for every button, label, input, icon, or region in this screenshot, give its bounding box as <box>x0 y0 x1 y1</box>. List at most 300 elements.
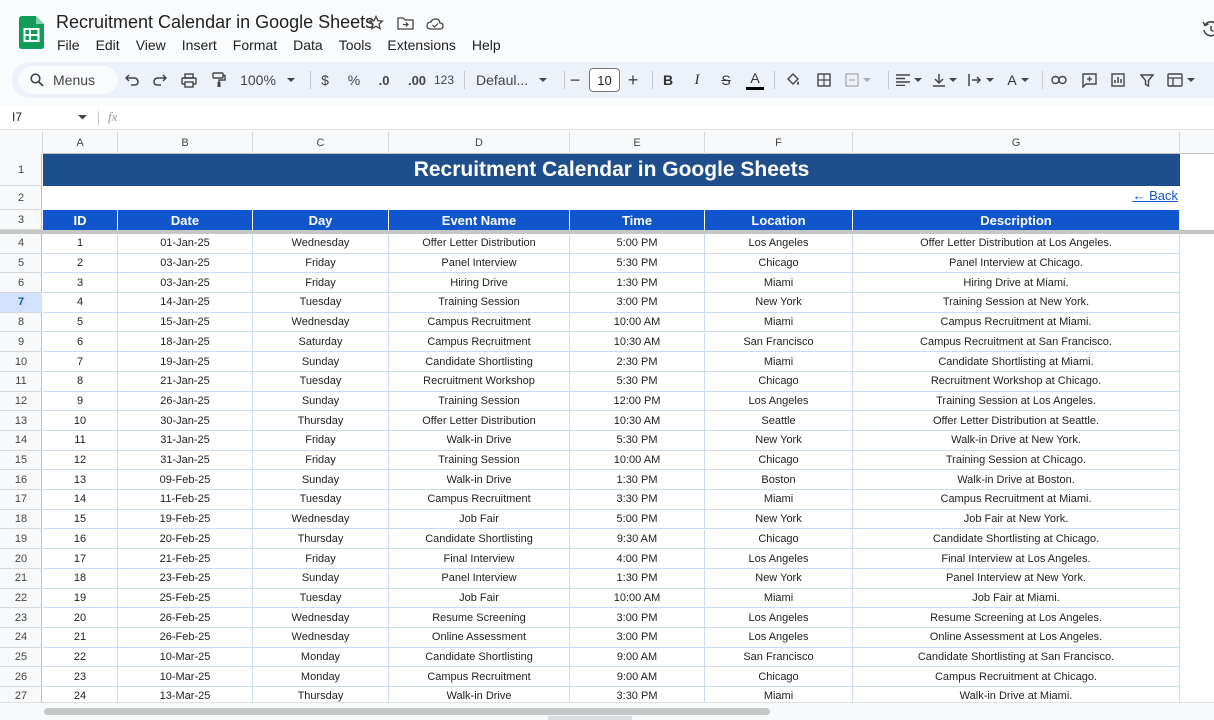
table-row <box>43 451 1180 471</box>
cell-description[interactable]: Campus Recruitment at Miami. <box>853 490 1180 510</box>
cell-day[interactable]: Sunday <box>253 569 389 589</box>
cell-description[interactable]: Job Fair at New York. <box>853 510 1180 530</box>
cell-day[interactable]: Sunday <box>253 392 389 412</box>
column-header-b[interactable]: B <box>118 132 253 154</box>
table-row <box>43 490 1180 510</box>
cell-day[interactable]: Monday <box>253 667 389 687</box>
cell-location[interactable]: Miami <box>705 490 853 510</box>
cell-description[interactable]: Candidate Shortlisting at Chicago. <box>853 530 1180 550</box>
cell-description[interactable]: Campus Recruitment at Chicago. <box>853 667 1180 687</box>
cell-id[interactable]: 9 <box>43 392 118 412</box>
sheets-logo-icon[interactable] <box>19 16 44 49</box>
row-header[interactable]: 23 <box>0 608 42 628</box>
column-header-c[interactable]: C <box>253 132 389 154</box>
table-row <box>43 549 1180 569</box>
cell-description[interactable]: Resume Screening at Los Angeles. <box>853 608 1180 628</box>
cell-event-name[interactable]: Offer Letter Distribution <box>389 411 570 431</box>
search-icon <box>30 73 44 87</box>
cell-day[interactable]: Friday <box>253 451 389 471</box>
cell-date[interactable]: 25-Feb-25 <box>118 589 253 609</box>
cell-date[interactable]: 31-Jan-25 <box>118 431 253 451</box>
currency-format-button[interactable]: $ <box>321 72 329 88</box>
cell-time[interactable]: 5:30 PM <box>570 372 705 392</box>
cell-date[interactable]: 15-Jan-25 <box>118 313 253 333</box>
cell-id[interactable]: 2 <box>43 254 118 274</box>
zoom-value: 100% <box>240 72 276 88</box>
redo-icon[interactable] <box>148 62 172 98</box>
row-header[interactable]: 13 <box>0 411 42 431</box>
cell-day[interactable]: Friday <box>253 549 389 569</box>
sheet-tab-indicator <box>548 716 632 720</box>
cell-location[interactable]: New York <box>705 569 853 589</box>
decrease-font-size-icon[interactable]: − <box>569 69 581 90</box>
horizontal-scrollbar[interactable] <box>0 702 1214 720</box>
cell-time[interactable]: 10:00 AM <box>570 589 705 609</box>
row-header[interactable]: 25 <box>0 648 42 668</box>
cell-time[interactable]: 10:30 AM <box>570 333 705 353</box>
menu-tools[interactable]: Tools <box>338 37 372 53</box>
cell-date[interactable]: 21-Jan-25 <box>118 372 253 392</box>
cell-date[interactable]: 09-Feb-25 <box>118 470 253 490</box>
row-header[interactable]: 19 <box>0 530 42 550</box>
cell-location[interactable]: Chicago <box>705 530 853 550</box>
cell-time[interactable]: 3:00 PM <box>570 293 705 313</box>
row-header[interactable]: 17 <box>0 490 42 510</box>
table-row <box>43 352 1180 372</box>
menu-help[interactable]: Help <box>471 37 501 53</box>
cell-day[interactable]: Wednesday <box>253 510 389 530</box>
cell-day[interactable]: Friday <box>253 273 389 293</box>
strikethrough-icon[interactable]: S <box>721 72 731 88</box>
cell-id[interactable]: 14 <box>43 490 118 510</box>
menu-insert[interactable]: Insert <box>181 37 217 53</box>
cell-date[interactable]: 13-Mar-25 <box>118 687 253 707</box>
row-header[interactable]: 21 <box>0 569 42 589</box>
cell-id[interactable]: 11 <box>43 431 118 451</box>
row-header[interactable]: 2 <box>0 186 42 210</box>
font-family-select[interactable] <box>472 62 552 98</box>
cell-time[interactable]: 3:30 PM <box>570 687 705 707</box>
move-folder-icon[interactable] <box>395 13 415 33</box>
table-header-row <box>43 210 1180 230</box>
font-size-input[interactable]: 10 <box>589 68 620 92</box>
table-row <box>43 392 1180 412</box>
cell-event-name[interactable]: Offer Letter Distribution <box>389 234 570 254</box>
header-date[interactable]: Date <box>118 210 253 230</box>
cell-id[interactable]: 5 <box>43 313 118 333</box>
row-header[interactable]: 16 <box>0 470 42 490</box>
row-header[interactable]: 27 <box>0 687 42 707</box>
cell-event-name[interactable]: Candidate Shortlisting <box>389 648 570 668</box>
cell-location[interactable]: Los Angeles <box>705 392 853 412</box>
row-header[interactable]: 11 <box>0 372 42 392</box>
table-row <box>43 372 1180 392</box>
menu-format[interactable]: Format <box>232 37 278 53</box>
row-header[interactable]: 1 <box>0 154 42 186</box>
cell-date[interactable]: 26-Jan-25 <box>118 392 253 412</box>
cell-day[interactable]: Sunday <box>253 352 389 372</box>
cell-id[interactable]: 13 <box>43 470 118 490</box>
cell-event-name[interactable]: Training Session <box>389 451 570 471</box>
cell-day[interactable]: Wednesday <box>253 608 389 628</box>
cell-event-name[interactable]: Training Session <box>389 293 570 313</box>
cell-id[interactable]: 23 <box>43 667 118 687</box>
cell-date[interactable]: 01-Jan-25 <box>118 234 253 254</box>
cell-date[interactable]: 26-Feb-25 <box>118 628 253 648</box>
cell-day[interactable]: Thursday <box>253 687 389 707</box>
cell-description[interactable]: Campus Recruitment at Miami. <box>853 313 1180 333</box>
row-header[interactable]: 15 <box>0 451 42 471</box>
column-header-d[interactable]: D <box>389 132 570 154</box>
menu-data[interactable]: Data <box>293 37 323 53</box>
search-menus-input[interactable] <box>18 66 118 94</box>
cell-date[interactable]: 03-Jan-25 <box>118 273 253 293</box>
fx-icon: fx <box>108 109 118 124</box>
cell-description[interactable]: Training Session at Los Angeles. <box>853 392 1180 412</box>
back-link[interactable]: ← Back <box>1132 188 1178 203</box>
cell-day[interactable]: Friday <box>253 254 389 274</box>
cell-date[interactable]: 11-Feb-25 <box>118 490 253 510</box>
cell-description[interactable]: Final Interview at Los Angeles. <box>853 549 1180 569</box>
cell-location[interactable]: Chicago <box>705 372 853 392</box>
cell-id[interactable]: 7 <box>43 352 118 372</box>
filter-icon[interactable] <box>1136 62 1158 98</box>
cell-event-name[interactable]: Walk-in Drive <box>389 687 570 707</box>
cell-event-name[interactable]: Campus Recruitment <box>389 667 570 687</box>
insert-link-icon[interactable] <box>1048 62 1070 98</box>
borders-icon[interactable] <box>813 62 835 98</box>
row-header[interactable]: 6 <box>0 273 42 293</box>
cell-day[interactable]: Thursday <box>253 530 389 550</box>
cell-date[interactable]: 21-Feb-25 <box>118 549 253 569</box>
row-headers <box>0 154 42 707</box>
cell-location[interactable]: New York <box>705 510 853 530</box>
cell-id[interactable]: 20 <box>43 608 118 628</box>
cell-event-name[interactable]: Job Fair <box>389 589 570 609</box>
text-rotation-icon[interactable]: A <box>1002 62 1034 98</box>
version-history-icon[interactable] <box>1202 20 1214 38</box>
cell-description[interactable]: Walk-in Drive at New York. <box>853 431 1180 451</box>
cell-day[interactable]: Tuesday <box>253 372 389 392</box>
cell-date[interactable]: 20-Feb-25 <box>118 530 253 550</box>
cell-day[interactable]: Wednesday <box>253 313 389 333</box>
cell-event-name[interactable]: Candidate Shortlisting <box>389 530 570 550</box>
formula-input[interactable] <box>130 108 1210 128</box>
cell-date[interactable]: 31-Jan-25 <box>118 451 253 471</box>
table-row <box>43 234 1180 254</box>
cell-id[interactable]: 18 <box>43 569 118 589</box>
cell-description[interactable]: Training Session at Chicago. <box>853 451 1180 471</box>
increase-decimal-button[interactable] <box>402 62 432 98</box>
cell-date[interactable]: 19-Jan-25 <box>118 352 253 372</box>
percent-format-button[interactable]: % <box>347 72 361 88</box>
text-color-button[interactable] <box>744 62 766 98</box>
horizontal-align-icon[interactable] <box>894 62 924 98</box>
cell-location[interactable]: New York <box>705 293 853 313</box>
select-all-corner[interactable] <box>0 132 43 154</box>
cell-id[interactable]: 17 <box>43 549 118 569</box>
decrease-decimal-button[interactable] <box>372 62 396 98</box>
cell-id[interactable]: 1 <box>43 234 118 254</box>
cell-id[interactable]: 15 <box>43 510 118 530</box>
cell-id[interactable]: 3 <box>43 273 118 293</box>
cell-id[interactable]: 10 <box>43 411 118 431</box>
cell-id[interactable]: 16 <box>43 530 118 550</box>
cell-description[interactable]: Candidate Shortlisting at Miami. <box>853 352 1180 372</box>
cell-location[interactable]: Los Angeles <box>705 608 853 628</box>
cell-day[interactable]: Tuesday <box>253 293 389 313</box>
cell-id[interactable]: 6 <box>43 333 118 353</box>
cell-location[interactable]: Los Angeles <box>705 628 853 648</box>
table-row <box>43 648 1180 668</box>
column-header-g[interactable]: G <box>853 132 1180 154</box>
row-header[interactable]: 26 <box>0 667 42 687</box>
cell-date[interactable]: 03-Jan-25 <box>118 254 253 274</box>
cell-description[interactable]: Candidate Shortlisting at San Francisco. <box>853 648 1180 668</box>
header-time[interactable]: Time <box>570 210 705 230</box>
row-header[interactable]: 5 <box>0 254 42 274</box>
cloud-status-icon[interactable] <box>425 13 445 33</box>
column-header-a[interactable]: A <box>43 132 118 154</box>
cell-time[interactable]: 10:00 AM <box>570 313 705 333</box>
row-header[interactable]: 10 <box>0 352 42 372</box>
cell-time[interactable]: 12:00 PM <box>570 392 705 412</box>
cell-location[interactable]: New York <box>705 431 853 451</box>
table-row <box>43 470 1180 490</box>
header-day[interactable]: Day <box>253 210 389 230</box>
cell-day[interactable]: Saturday <box>253 333 389 353</box>
header-location[interactable]: Location <box>705 210 853 230</box>
cell-location[interactable]: San Francisco <box>705 333 853 353</box>
paint-format-icon[interactable] <box>207 62 231 98</box>
cell-location[interactable]: Chicago <box>705 451 853 471</box>
cell-location[interactable]: Miami <box>705 273 853 293</box>
cell-day[interactable]: Wednesday <box>253 628 389 648</box>
merge-cells-icon[interactable] <box>842 62 874 98</box>
cell-description[interactable]: Offer Letter Distribution at Los Angeles. <box>853 234 1180 254</box>
row-header[interactable]: 24 <box>0 628 42 648</box>
table-row <box>43 411 1180 431</box>
cell-event-name[interactable]: Walk-in Drive <box>389 470 570 490</box>
cell-date[interactable]: 10-Mar-25 <box>118 648 253 668</box>
name-box[interactable]: I7 <box>12 110 23 124</box>
cell-location[interactable]: Miami <box>705 687 853 707</box>
cell-day[interactable]: Wednesday <box>253 234 389 254</box>
cell-description[interactable]: Walk-in Drive at Miami. <box>853 687 1180 707</box>
cell-event-name[interactable]: Campus Recruitment <box>389 333 570 353</box>
chevron-down-icon <box>538 77 548 83</box>
cell-time[interactable]: 9:30 AM <box>570 530 705 550</box>
cell-day[interactable]: Tuesday <box>253 490 389 510</box>
header-id[interactable]: ID <box>43 210 118 230</box>
cell-event-name[interactable]: Training Session <box>389 392 570 412</box>
cell-date[interactable]: 30-Jan-25 <box>118 411 253 431</box>
table-row <box>43 333 1180 353</box>
decrease-decimal-label: .0 <box>378 72 390 88</box>
spreadsheet-grid <box>0 132 1214 720</box>
cell-time[interactable]: 5:00 PM <box>570 234 705 254</box>
row-header[interactable]: 9 <box>0 333 42 353</box>
cell-day[interactable]: Thursday <box>253 411 389 431</box>
cell-location[interactable]: Chicago <box>705 667 853 687</box>
table-row <box>43 273 1180 293</box>
cell-time[interactable]: 10:00 AM <box>570 451 705 471</box>
cell-location[interactable]: Boston <box>705 470 853 490</box>
sheet-banner-title[interactable]: Recruitment Calendar in Google Sheets <box>43 154 1180 186</box>
cell-time[interactable]: 5:30 PM <box>570 254 705 274</box>
cell-location[interactable]: Miami <box>705 313 853 333</box>
menu-bar <box>49 36 509 54</box>
cell-event-name[interactable]: Recruitment Workshop <box>389 372 570 392</box>
insert-comment-icon[interactable] <box>1078 62 1100 98</box>
cell-id[interactable]: 12 <box>43 451 118 471</box>
cell-description[interactable]: Campus Recruitment at San Francisco. <box>853 333 1180 353</box>
table-row <box>43 254 1180 274</box>
row-header[interactable]: 7 <box>0 293 42 313</box>
cell-event-name[interactable]: Hiring Drive <box>389 273 570 293</box>
table-row <box>43 569 1180 589</box>
search-menus-label: Menus <box>53 72 96 88</box>
cell-time[interactable]: 5:00 PM <box>570 510 705 530</box>
cell-event-name[interactable]: Job Fair <box>389 510 570 530</box>
menu-edit[interactable]: Edit <box>95 37 120 53</box>
document-title[interactable]: Recruitment Calendar in Google Sheets <box>56 12 375 32</box>
chevron-down-icon[interactable] <box>78 115 87 120</box>
print-icon[interactable] <box>177 62 201 98</box>
cell-time[interactable]: 1:30 PM <box>570 273 705 293</box>
increase-font-size-icon[interactable]: + <box>627 69 639 90</box>
cell-event-name[interactable]: Candidate Shortlisting <box>389 352 570 372</box>
table-row <box>43 667 1180 687</box>
menu-view[interactable]: View <box>135 37 166 53</box>
formula-bar <box>0 106 1214 130</box>
cell-date[interactable]: 18-Jan-25 <box>118 333 253 353</box>
table-row <box>43 628 1180 648</box>
cell-event-name[interactable]: Online Assessment <box>389 628 570 648</box>
cell-time[interactable]: 5:30 PM <box>570 431 705 451</box>
row-header[interactable]: 22 <box>0 589 42 609</box>
cell-event-name[interactable]: Panel Interview <box>389 254 570 274</box>
cell-description[interactable]: Online Assessment at Los Angeles. <box>853 628 1180 648</box>
header-event-name[interactable]: Event Name <box>389 210 570 230</box>
cell-date[interactable]: 10-Mar-25 <box>118 667 253 687</box>
cell-event-name[interactable]: Walk-in Drive <box>389 431 570 451</box>
table-row <box>43 293 1180 313</box>
cell-id[interactable]: 22 <box>43 648 118 668</box>
cell-id[interactable]: 4 <box>43 293 118 313</box>
cell-location[interactable]: Seattle <box>705 411 853 431</box>
cell-date[interactable]: 23-Feb-25 <box>118 569 253 589</box>
menu-extensions[interactable]: Extensions <box>387 37 456 53</box>
cell-time[interactable]: 1:30 PM <box>570 569 705 589</box>
text-wrapping-icon[interactable] <box>966 62 996 98</box>
cell-location[interactable]: Los Angeles <box>705 549 853 569</box>
cell-description[interactable]: Training Session at New York. <box>853 293 1180 313</box>
row-header[interactable]: 12 <box>0 392 42 412</box>
table-row <box>43 313 1180 333</box>
cell-description[interactable]: Walk-in Drive at Boston. <box>853 470 1180 490</box>
cell-time[interactable]: 9:00 AM <box>570 667 705 687</box>
cell-time[interactable]: 3:00 PM <box>570 608 705 628</box>
row-header[interactable]: 3 <box>0 210 42 230</box>
cell-description[interactable]: Job Fair at Miami. <box>853 589 1180 609</box>
bold-button[interactable]: B <box>662 72 674 88</box>
chevron-down-icon <box>286 77 296 83</box>
cell-date[interactable]: 14-Jan-25 <box>118 293 253 313</box>
cell-day[interactable]: Friday <box>253 431 389 451</box>
cell-description[interactable]: Hiring Drive at Miami. <box>853 273 1180 293</box>
cell-day[interactable]: Monday <box>253 648 389 668</box>
cell-location[interactable]: Miami <box>705 352 853 372</box>
cell-time[interactable]: 9:00 AM <box>570 648 705 668</box>
cell-location[interactable]: San Francisco <box>705 648 853 668</box>
toolbar <box>12 62 1214 98</box>
cell-day[interactable]: Tuesday <box>253 589 389 609</box>
table-row <box>43 589 1180 609</box>
cell-date[interactable]: 26-Feb-25 <box>118 608 253 628</box>
cell-time[interactable]: 10:30 AM <box>570 411 705 431</box>
row-header[interactable]: 14 <box>0 431 42 451</box>
cell-time[interactable]: 4:00 PM <box>570 549 705 569</box>
cell-description[interactable]: Panel Interview at Chicago. <box>853 254 1180 274</box>
cell-event-name[interactable]: Final Interview <box>389 549 570 569</box>
vertical-align-icon[interactable] <box>930 62 960 98</box>
increase-decimal-label: .00 <box>407 72 427 88</box>
cell-event-name[interactable]: Panel Interview <box>389 569 570 589</box>
cell-location[interactable]: Los Angeles <box>705 234 853 254</box>
fill-color-icon[interactable] <box>782 62 804 98</box>
cell-event-name[interactable]: Resume Screening <box>389 608 570 628</box>
scrollbar-thumb[interactable] <box>44 708 770 715</box>
column-header-f[interactable]: F <box>705 132 853 154</box>
cell-event-name[interactable]: Campus Recruitment <box>389 490 570 510</box>
zoom-select[interactable] <box>236 62 300 98</box>
cell-id[interactable]: 19 <box>43 589 118 609</box>
title-bar <box>0 0 1214 62</box>
filter-views-icon[interactable] <box>1164 62 1198 98</box>
cell-location[interactable]: Chicago <box>705 254 853 274</box>
star-icon[interactable] <box>366 13 386 33</box>
cell-description[interactable]: Panel Interview at New York. <box>853 569 1180 589</box>
undo-icon[interactable] <box>120 62 144 98</box>
cell-description[interactable]: Offer Letter Distribution at Seattle. <box>853 411 1180 431</box>
table-row <box>43 510 1180 530</box>
cell-event-name[interactable]: Campus Recruitment <box>389 313 570 333</box>
cell-id[interactable]: 21 <box>43 628 118 648</box>
row-header[interactable]: 18 <box>0 510 42 530</box>
row-header[interactable]: 8 <box>0 313 42 333</box>
cell-id[interactable]: 24 <box>43 687 118 707</box>
number-format-button[interactable]: 123 <box>433 73 455 87</box>
text-color-label: A <box>750 69 760 86</box>
cell-date[interactable]: 19-Feb-25 <box>118 510 253 530</box>
row-header[interactable]: 20 <box>0 549 42 569</box>
header-description[interactable]: Description <box>853 210 1180 230</box>
cell-day[interactable]: Sunday <box>253 470 389 490</box>
italic-icon[interactable]: I <box>694 71 700 88</box>
cell-time[interactable]: 3:30 PM <box>570 490 705 510</box>
cell-time[interactable]: 3:00 PM <box>570 628 705 648</box>
menu-file[interactable]: File <box>57 37 80 53</box>
cell-description[interactable]: Recruitment Workshop at Chicago. <box>853 372 1180 392</box>
row-header[interactable]: 4 <box>0 234 42 254</box>
cell-time[interactable]: 2:30 PM <box>570 352 705 372</box>
insert-chart-icon[interactable] <box>1107 62 1129 98</box>
cell-id[interactable]: 8 <box>43 372 118 392</box>
cell-location[interactable]: Miami <box>705 589 853 609</box>
cell-time[interactable]: 1:30 PM <box>570 470 705 490</box>
column-header-e[interactable]: E <box>570 132 705 154</box>
